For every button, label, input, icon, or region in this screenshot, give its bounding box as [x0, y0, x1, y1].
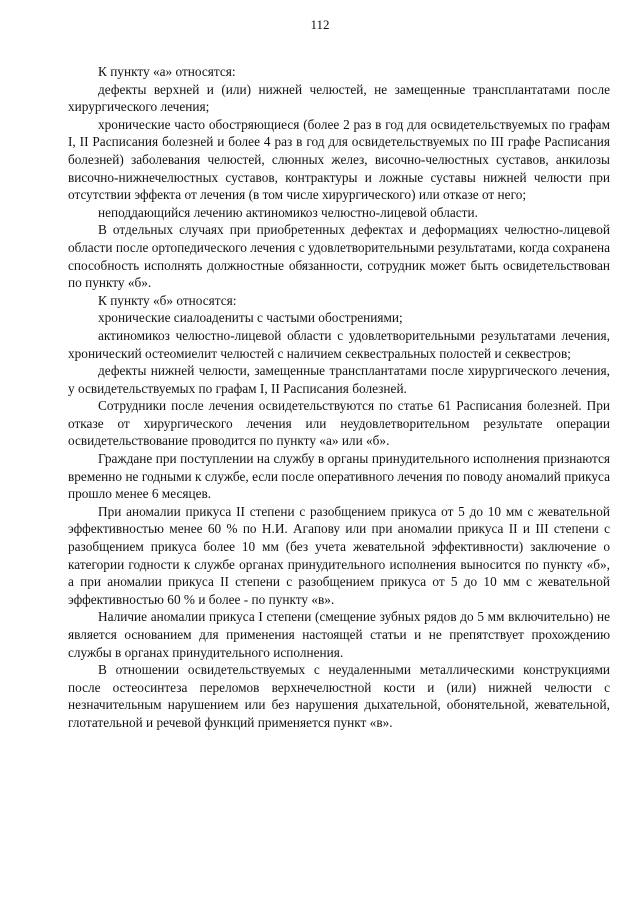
- paragraph: К пункту «а» относятся:: [98, 64, 236, 79]
- paragraph: К пункту «б» относятся:: [98, 292, 237, 308]
- page-number: 112: [310, 17, 330, 32]
- paragraph: дефекты верхней и (или) нижней челюстей, не замещенные трансплантатами после хирургического лечения;: [68, 81, 610, 115]
- document-body: [68, 63, 610, 732]
- paragraph: хронические сиалоадениты с частыми обострениями;: [98, 310, 403, 326]
- paragraph: В отношении освидетельствуемых с неудаленными металлическими конструкциями после остеосинтеза переломов верхнечелюстной кости и (или) нижней челюсти с незначительным нарушением или без нарушения дыхательной, обонятельной, жевательной, глотательной и речевой функций применяется пункт «в».: [68, 662, 610, 730]
- paragraph: Граждане при поступлении на службу в органы принудительного исполнения признаются временно не годными к службе, если после оперативного лечения по поводу аномалий прикуса прошло менее 6 месяцев.: [68, 451, 610, 502]
- paragraph: Сотрудники после лечения освидетельствуются по статье 61 Расписания болезней. При отказе от хирургического лечения или неудовлетворительном результате операции освидетельствование проводится по пункту «а» или «б».: [68, 398, 610, 449]
- paragraph: При аномалии прикуса II степени с разобщением прикуса от 5 до 10 мм с жевательной эффективностью менее 60 % по Н.И. Агапову или при аномалии прикуса II и III степени с разобщением прикуса более 10 мм (без учета жевательной эффективности) заключение о категории годности к службе органах принудительного исполнения выносится по пункту «б», а при аномалии прикуса II степени с разобщением прикуса от 5 до 10 мм с жевательной эффективностью 60 % и более - по пункту «в».: [68, 503, 610, 607]
- paragraph: В отдельных случаях при приобретенных дефектах и деформациях челюстно-лицевой области после ортопедического лечения с удовлетворительными результатами, когда сохранена способность исполнять должностные обязанности, сотрудник может быть освидетельствован по пункту «б».: [68, 222, 610, 291]
- paragraph: хронические часто обостряющиеся (более 2 раз в год для освидетельствуемых по графам I, II Расписания болезней и более 4 раз в год для освидетельствуемых по III графе Расписания болезней) заболевания челюстей, слюнных желез, височно-челюстных суставов, анкилозы височно-нижнечелюстных суставов, контрактуры и ложные суставы нижней челюсти при отсутствии эффекта от лечения (в том числе хирургического) или отказе от него;: [68, 116, 610, 203]
- paragraph: Наличие аномалии прикуса I степени (смещение зубных рядов до 5 мм включительно) не является основанием для применения настоящей статьи и не препятствует прохождению службы в органах принудительного исполнения.: [68, 609, 610, 660]
- paragraph: неподдающийся лечению актиномикоз челюстно-лицевой области.: [98, 204, 478, 220]
- paragraph: дефекты нижней челюсти, замещенные трансплантатами после хирургического лечения, у освидетельствуемых по графам I, II Расписания болезней.: [68, 363, 610, 396]
- paragraph: актиномикоз челюстно-лицевой области с удовлетворительными результатами лечения, хронический остеомиелит челюстей с наличием секвестральных полостей и секвестров;: [68, 327, 610, 361]
